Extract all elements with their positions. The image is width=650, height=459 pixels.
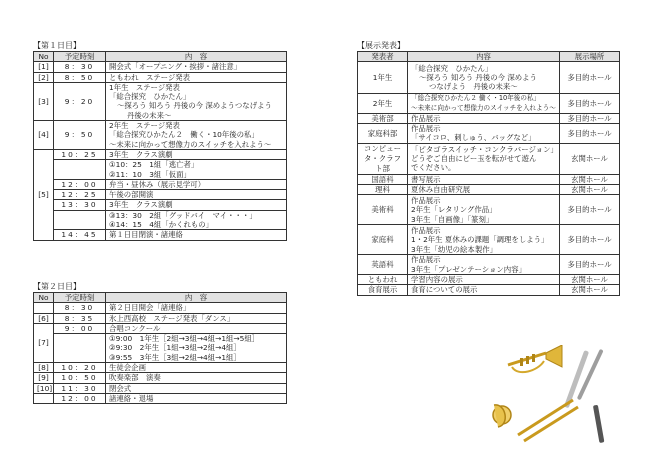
row-content (106, 383, 287, 393)
exhibit-content (408, 195, 560, 225)
row-content (106, 393, 287, 403)
content-line: 氷上西高校 ステージ発表「ダンス」 (109, 313, 235, 323)
content-line: 生徒会企画 (109, 363, 146, 373)
content-line: ①10：25 1組「逃亡者」 (109, 160, 199, 170)
exhibit-content (408, 94, 560, 114)
row-time: 8：50 (54, 72, 106, 82)
content-line: 閉会式 (109, 383, 132, 393)
table-row (34, 62, 287, 72)
content-line: ～未来に向かって想像力のスイッチを入れよう～ (411, 103, 556, 112)
presenter: 1年生 (358, 62, 408, 94)
row-content (106, 72, 287, 82)
row-time (54, 210, 106, 230)
col-time-header: 予定時刻 (54, 52, 106, 62)
row-time: 10：25 (54, 149, 106, 159)
table-row (358, 225, 620, 255)
exhibit-content (408, 255, 560, 275)
row-content (106, 230, 287, 240)
row-no: [2] (34, 72, 54, 82)
content-line: 学習内容の展示 (411, 274, 463, 284)
content-line: 3年生「幼児の絵本製作」 (411, 244, 498, 254)
content-line: ②9:30 2年生［1組→3組→2組→4組］ (109, 343, 241, 353)
table-row (358, 62, 620, 94)
content-line: 合唱コンクール (109, 323, 161, 333)
content-line: 作品展示 (411, 195, 441, 205)
content-line: 3年生「プレゼンテーション内容」 (411, 264, 526, 274)
content-line: ④14：15 4組「かくれもの」 (109, 220, 214, 230)
content-line: 3年生 クラス演劇 (109, 149, 173, 159)
exhibit-place: 玄関ホール (560, 174, 620, 184)
content-line: 第２日目開会「諸連絡」 (109, 303, 191, 313)
exhibit-place: 多目的ホール (560, 195, 620, 225)
exhibit-place: 多目的ホール (560, 62, 620, 94)
content-line: ともわれ ステージ発表 (109, 72, 191, 82)
day1-header-row (34, 52, 287, 62)
content-line: 食育についての展示 (411, 285, 478, 295)
table-row (34, 363, 287, 373)
exhibit-title: 【展示発表】 (357, 41, 405, 50)
col-presenter-header: 発表者 (358, 52, 408, 62)
exhibit-place: 玄関ホール (560, 285, 620, 295)
presenter: 理科 (358, 185, 408, 195)
exhibit-content (408, 143, 560, 174)
exhibit-content (408, 225, 560, 255)
row-time (54, 160, 106, 180)
row-time: 12：00 (54, 179, 106, 189)
row-time: 9：50 (54, 121, 106, 150)
presenter: 家庭科 (358, 225, 408, 255)
table-row (34, 149, 287, 159)
row-time (54, 334, 106, 363)
row-time: 9：00 (54, 323, 106, 333)
row-content (106, 121, 287, 150)
exhibit-place: 玄関ホール (560, 185, 620, 195)
row-no: [1] (34, 62, 54, 72)
music-instruments-illustration (488, 345, 618, 445)
table-row (358, 185, 620, 195)
row-content (106, 363, 287, 373)
table-row (34, 82, 287, 120)
row-content (106, 82, 287, 120)
content-line: でください。 (411, 163, 456, 173)
content-line: 1・2年生 夏休みの課題「調理をしよう」 (411, 235, 549, 245)
row-time: 12：00 (54, 393, 106, 403)
table-row (34, 373, 287, 383)
content-line: 「ピタゴラスイッチ・コンクラバージョン」 (411, 144, 558, 154)
row-no: [5] (34, 149, 54, 240)
content-line: 3年生 クラス演劇 (109, 200, 173, 210)
exhibit-table (357, 51, 620, 296)
content-line: どうぞご自由にビー玉を転がせて遊ん (411, 154, 537, 164)
content-line: 作品展示 (411, 255, 441, 265)
row-time: 8：30 (54, 62, 106, 72)
row-no: [6] (34, 313, 54, 323)
content-line: 「総合探究 ひかたん」 (109, 92, 191, 102)
row-no: [4] (34, 121, 54, 150)
table-row (358, 174, 620, 184)
row-time: 11：30 (54, 383, 106, 393)
content-line: ③13：30 2組「グッドバイ マイ・・・」 (109, 210, 257, 220)
table-row (358, 255, 620, 275)
row-content (106, 303, 287, 313)
content-line: 諸連絡・退場 (109, 393, 154, 403)
row-time: 14：45 (54, 230, 106, 240)
table-row (34, 313, 287, 323)
table-row (34, 160, 287, 180)
row-content (106, 210, 287, 230)
row-time: 12：25 (54, 190, 106, 200)
content-line: 第１日目閉演・諸連絡 (109, 230, 183, 240)
row-content (106, 62, 287, 72)
content-line: 夏休み自由研究展 (411, 185, 471, 195)
table-row (358, 195, 620, 225)
row-time: 10：20 (54, 363, 106, 373)
exhibit-place: 多目的ホール (560, 225, 620, 255)
content-line: ③9:55 3年生［3組→2組→4組→1組］ (109, 352, 241, 362)
day2-title: 【第２日目】 (33, 282, 81, 291)
row-no (34, 303, 54, 313)
table-row (358, 274, 620, 284)
row-content (106, 323, 287, 333)
table-row (34, 190, 287, 200)
content-line: 3年生「自画像」「篆刻」 (411, 214, 494, 224)
content-line: 作品展示 (411, 113, 441, 123)
col-content-header: 内 容 (106, 52, 287, 62)
row-content (106, 373, 287, 383)
trombone-icon (493, 400, 578, 441)
content-line: 作品展示 (411, 124, 441, 134)
table-row (358, 143, 620, 174)
clarinet-icon (593, 405, 605, 443)
col-content-header: 内容 (408, 52, 560, 62)
row-no: [9] (34, 373, 54, 383)
content-line: ②11：10 3組「仮面」 (109, 169, 191, 179)
content-line: 「総合探究ひかたん２ 働く・10年後の私」 (411, 94, 541, 103)
table-row (358, 113, 620, 123)
day2-header-row (34, 293, 287, 303)
row-content (106, 149, 287, 159)
exhibit-place: 多目的ホール (560, 94, 620, 114)
content-line: つなげよう 丹後の未来～ (429, 82, 518, 92)
row-time: 8：30 (54, 303, 106, 313)
presenter: 家庭科部 (358, 124, 408, 144)
content-line: ～未来に向かって想像力のスイッチを入れよう～ (109, 139, 272, 149)
day1-title: 【第１日目】 (33, 41, 81, 50)
table-row (34, 303, 287, 313)
table-row (34, 210, 287, 230)
content-line: 弁当・昼休み（展示見学可） (109, 179, 206, 189)
row-content (106, 334, 287, 363)
table-row (358, 285, 620, 295)
presenter: ともわれ (358, 274, 408, 284)
content-line: ～探ろう 知ろう 丹後の今 深めよう (419, 73, 537, 83)
row-no: [7] (34, 323, 54, 362)
exhibit-content (408, 185, 560, 195)
col-place-header: 展示場所 (560, 52, 620, 62)
content-line: 「総合探究 ひかたん」 (411, 63, 493, 73)
row-content (106, 190, 287, 200)
row-no: [3] (34, 82, 54, 120)
content-line: 午後の部開演 (109, 190, 154, 200)
presenter: 食育展示 (358, 285, 408, 295)
row-no: [10] (34, 383, 54, 393)
content-line: 2年生「レタリング作品」 (411, 205, 497, 215)
row-time: 9：20 (54, 82, 106, 120)
content-line: 1年生 ステージ発表 (109, 82, 180, 92)
row-time: 10：50 (54, 373, 106, 383)
content-line: 開会式「オープニング・挨拶・諸注意」 (109, 62, 242, 72)
row-content (106, 313, 287, 323)
flute-icon (564, 349, 604, 408)
day2-schedule-table (33, 292, 287, 404)
table-row (358, 124, 620, 144)
row-time: 8：35 (54, 313, 106, 323)
row-no: [8] (34, 363, 54, 373)
table-row (34, 323, 287, 333)
content-line: 「総合探究ひかたん２ 働く・10年後の私」 (109, 130, 259, 140)
presenter: 国語科 (358, 174, 408, 184)
content-line: 2年生 ステージ発表 (109, 121, 180, 131)
presenter: 英語科 (358, 255, 408, 275)
table-row (34, 200, 287, 210)
table-row (34, 179, 287, 189)
row-content (106, 160, 287, 180)
col-no-header: No (34, 293, 54, 303)
presenter: 2年生 (358, 94, 408, 114)
exhibit-content (408, 174, 560, 184)
trumpet-icon (508, 345, 562, 372)
content-line: ～探ろう 知ろう 丹後の今 深めようつなげよう (117, 101, 272, 111)
content-line: 作品展示 (411, 225, 441, 235)
exhibit-content (408, 113, 560, 123)
exhibit-content (408, 285, 560, 295)
presenter: 美術科 (358, 195, 408, 225)
row-time: 13：30 (54, 200, 106, 210)
table-row (34, 383, 287, 393)
exhibit-place: 玄関ホール (560, 143, 620, 174)
exhibit-place: 多目的ホール (560, 124, 620, 144)
content-line: 書写展示 (411, 174, 441, 184)
exhibit-content (408, 124, 560, 144)
col-content-header: 内 容 (106, 293, 287, 303)
col-no-header: No (34, 52, 54, 62)
exhibit-place: 多目的ホール (560, 113, 620, 123)
exhibit-content (408, 274, 560, 284)
row-content (106, 179, 287, 189)
table-row (34, 72, 287, 82)
table-row (34, 121, 287, 150)
exhibit-place: 玄関ホール (560, 274, 620, 284)
table-row (34, 334, 287, 363)
content-line: 「サイコロ、刺しゅう、バッグなど」 (411, 133, 536, 143)
presenter: 美術部 (358, 113, 408, 123)
exhibit-content (408, 62, 560, 94)
content-line: 丹後の未来～ (127, 110, 172, 120)
table-row (34, 393, 287, 403)
content-line: ①9:00 1年生［2組→3組→4組→1組→5組］ (109, 334, 260, 344)
content-line: 吹奏楽部 演奏 (109, 373, 161, 383)
exhibit-header-row (358, 52, 620, 62)
day1-schedule-table (33, 51, 287, 241)
table-row (358, 94, 620, 114)
row-content (106, 200, 287, 210)
exhibit-place: 多目的ホール (560, 255, 620, 275)
row-no (34, 393, 54, 403)
col-time-header: 予定時刻 (54, 293, 106, 303)
presenter: コンピュータ・クラフト部 (358, 143, 408, 174)
table-row (34, 230, 287, 240)
